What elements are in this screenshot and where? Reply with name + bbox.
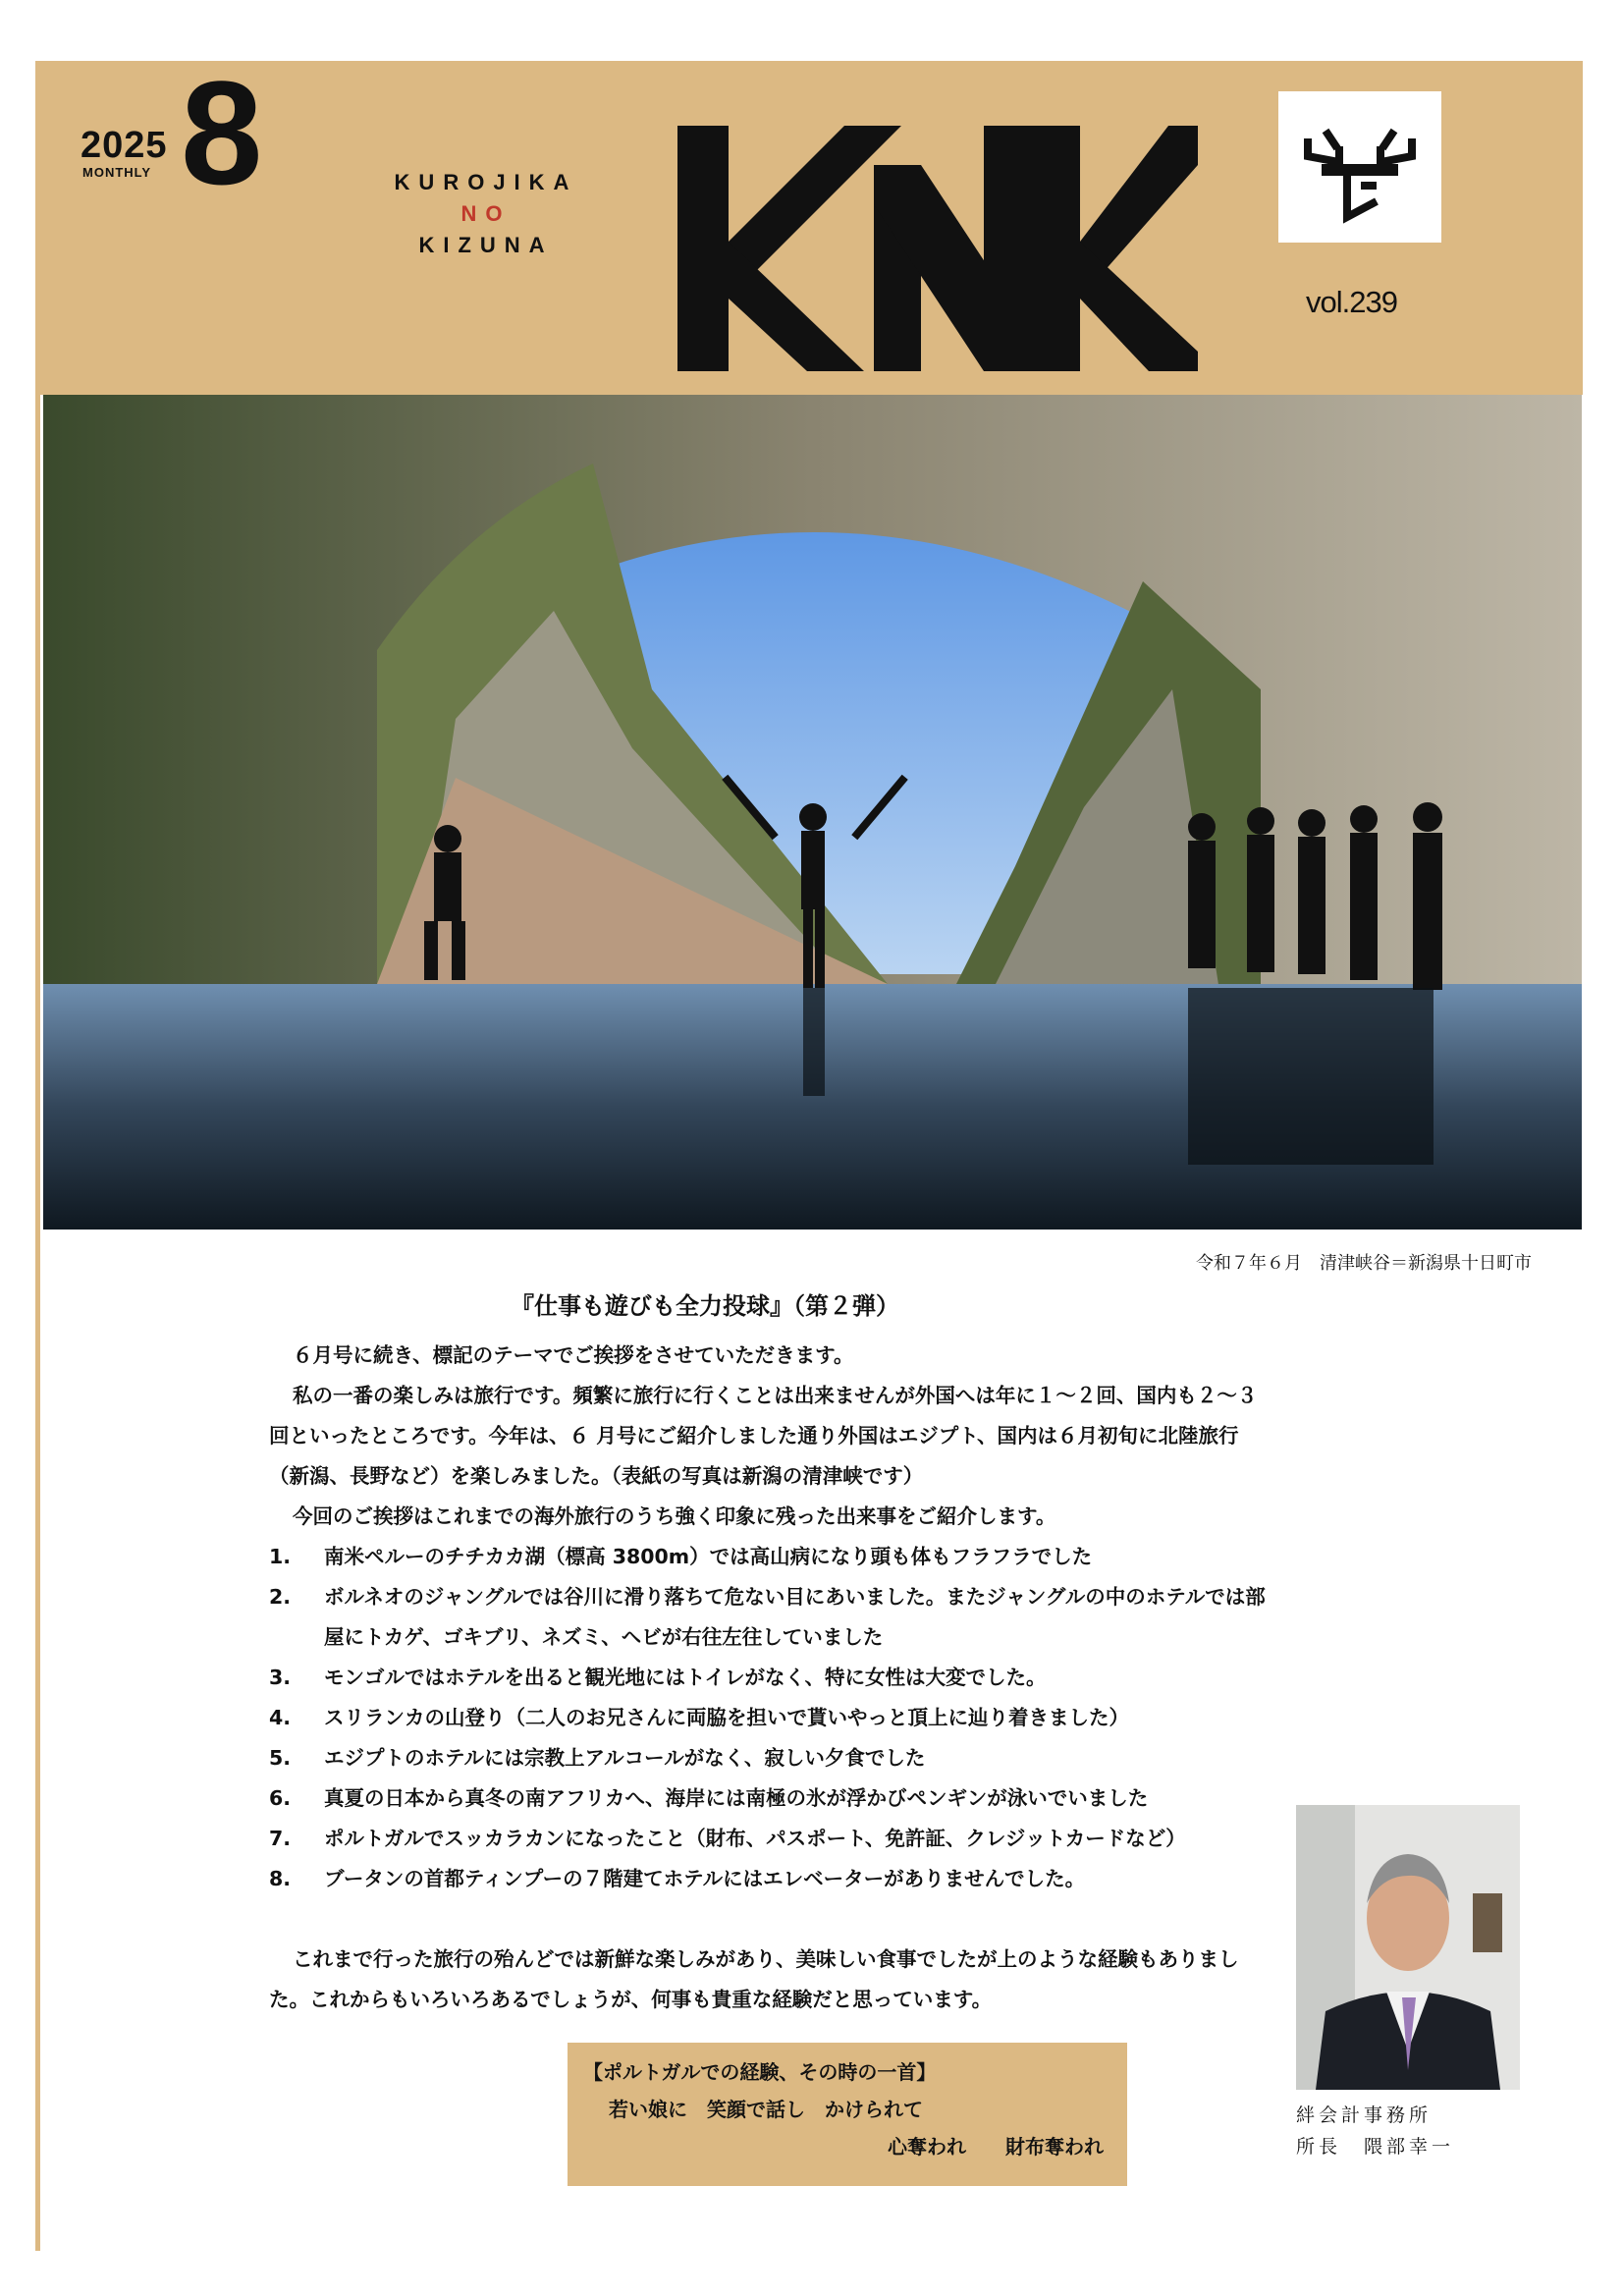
list-item-text: 真夏の日本から真冬の南アフリカへ、海岸には南極の氷が浮かびペンギンが泳いでいました <box>324 1786 1149 1810</box>
list-item-number: 1. <box>269 1545 292 1568</box>
list-item <box>269 1819 1271 1859</box>
article-body <box>269 1336 1271 2020</box>
haiku-line-2: 心奪われ 財布奪われ <box>888 2135 1104 2159</box>
haiku-heading: 【ポルトガルでの経験、その時の一首】 <box>583 2060 937 2084</box>
issue-month: 8 <box>181 50 263 215</box>
issue-year: 2025 <box>81 125 168 166</box>
list-item <box>269 1738 1271 1778</box>
list-item-text: 南米ペルーのチチカカ湖（標高 3800m）では高山病になり頭も体もフラフラでした <box>324 1545 1093 1568</box>
kizuna-line-3: KIZUNA <box>418 233 554 257</box>
kizuna-line-2 <box>388 198 584 230</box>
monthly-label: MONTHLY <box>82 165 152 180</box>
kizuna-line-2-text: NO <box>460 201 512 226</box>
list-item <box>269 1537 1271 1577</box>
intro-paragraph-2: 私の一番の楽しみは旅行です。頻繁に旅行に行くことは出来ませんが外国へは年に１～２回、国内も２～３回といったところです。今年は、６ 月号にご紹介しました通り外国はエジプト、国内は６月初旬に北陸旅行（新潟、長野など）を楽しみました。（表紙の写真は新潟の清津峡です） <box>269 1384 1258 1488</box>
list-item-text: モンゴルではホテルを出ると観光地にはトイレがなく、特に女性は大変でした。 <box>324 1666 1047 1689</box>
author-signature <box>1296 2100 1532 2162</box>
list-item-text: エジプトのホテルには宗教上アルコールがなく、寂しい夕食でした <box>324 1746 926 1770</box>
kizuna-line-1: KUROJIKA <box>394 170 578 194</box>
left-accent-rule <box>35 395 40 2251</box>
author-office: 絆会計事務所 <box>1296 2105 1433 2126</box>
list-item-number: 6. <box>269 1786 292 1810</box>
haiku-line-1: 若い娘に 笑顔で話し かけられて <box>609 2098 923 2121</box>
list-item-number: 3. <box>269 1666 292 1689</box>
haiku-box <box>568 2043 1127 2186</box>
list-item-number: 2. <box>269 1585 292 1609</box>
intro-paragraph-3: 今回のご挨拶はこれまでの海外旅行のうち強く印象に残った出来事をご紹介します。 <box>293 1504 1056 1528</box>
article-title: 『仕事も遊びも全力投球』（第２弾） <box>511 1292 899 1320</box>
list-item <box>269 1778 1271 1819</box>
cover-photo <box>43 395 1582 1230</box>
list-item-number: 4. <box>269 1706 292 1729</box>
list-item <box>269 1658 1271 1698</box>
list-item <box>269 1859 1271 1899</box>
experience-list <box>269 1537 1271 1899</box>
list-item-number: 8. <box>269 1867 292 1890</box>
emblem-logo <box>1278 91 1441 243</box>
volume-number: vol.239 <box>1306 285 1397 319</box>
deer-emblem-icon <box>1278 91 1441 243</box>
list-item <box>269 1698 1271 1738</box>
kizuna-wordmark <box>388 167 584 261</box>
author-title-name: 所長 隈部幸一 <box>1296 2136 1455 2158</box>
list-item-text: ポルトガルでスッカラカンになったこと（財布、パスポート、免許証、クレジットカードなど） <box>324 1827 1186 1850</box>
list-item-number: 5. <box>269 1746 292 1770</box>
list-item-number: 7. <box>269 1827 292 1850</box>
author-portrait <box>1296 1805 1520 2090</box>
list-item-text: スリランカの山登り（二人のお兄さんに両脇を担いで貰いやっと頂上に辿り着きました） <box>324 1706 1129 1729</box>
photo-caption: 令和７年６月 清津峡谷＝新潟県十日町市 <box>1196 1253 1532 1274</box>
knk-logo <box>677 126 1198 371</box>
paragraph-gap <box>269 1899 1271 1940</box>
list-item-text: ボルネオのジャングルでは谷川に滑り落ちて危ない目にあいました。またジャングルの中のホテルでは部屋にトカゲ、ゴキブリ、ネズミ、ヘビが右往左往していました <box>324 1585 1266 1649</box>
list-item <box>269 1577 1271 1658</box>
list-item-text: ブータンの首都ティンプーの７階建てホテルにはエレベーターがありませんでした。 <box>324 1867 1086 1890</box>
intro-paragraph-1: ６月号に続き、標記のテーマでご挨拶をさせていただきます。 <box>293 1343 854 1367</box>
closing-paragraph: これまで行った旅行の殆んどでは新鮮な楽しみがあり、美味しい食事でしたが上のような経験もありました。これからもいろいろあるでしょうが、何事も貴重な経験だと思っています。 <box>269 1947 1239 2011</box>
